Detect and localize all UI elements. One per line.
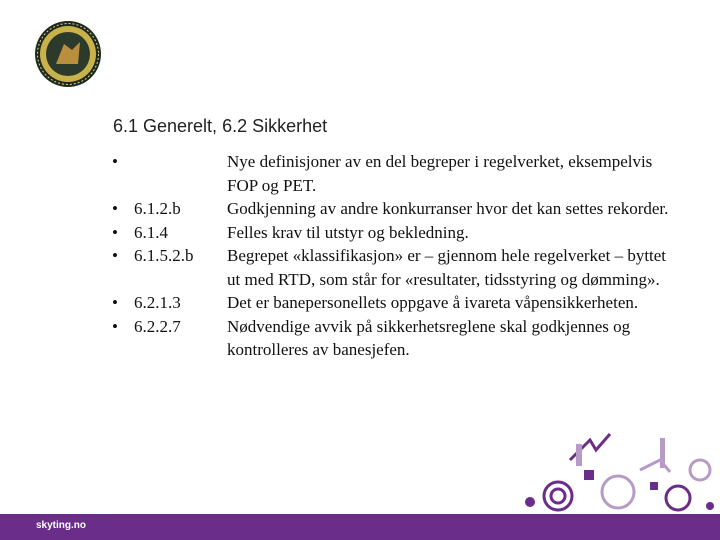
shooting-graphics-decoration	[500, 430, 720, 514]
rule-description: Begrepet «klassifikasjon» er – gjennom hele regelverket – byttet ut med RTD, som står for «resultater, tidsstyring og dømming».	[227, 246, 667, 289]
list-item	[112, 221, 672, 245]
list-item	[112, 150, 672, 197]
rule-description: Felles krav til utstyr og bekledning.	[227, 222, 469, 242]
footer-bar	[0, 514, 720, 540]
rule-reference: 6.1.4	[134, 222, 168, 242]
rule-description: Nye definisjoner av en del begreper i regelverket, eksempelvis FOP og PET.	[227, 152, 653, 195]
bullet: •	[112, 246, 118, 265]
list-item	[112, 291, 672, 315]
list-item	[112, 244, 672, 291]
rule-reference: 6.2.2.7	[134, 316, 181, 336]
bullet: •	[112, 316, 118, 336]
list-item	[112, 315, 672, 362]
bullet: •	[112, 199, 118, 218]
footer-site-name: skyting.no	[36, 520, 87, 531]
slide-title: 6.1 Generelt, 6.2 Sikkerhet	[113, 116, 328, 136]
bullet: •	[112, 222, 118, 242]
bullet: •	[112, 293, 118, 312]
list-item	[112, 197, 672, 221]
organization-logo	[34, 20, 102, 88]
rule-reference: 6.2.1.3	[134, 293, 181, 312]
rule-description: Godkjenning av andre konkurranser hvor det kan settes rekorder.	[227, 199, 669, 218]
rule-description: Det er banepersonellets oppgave å ivareta våpensikkerheten.	[227, 293, 639, 312]
bullet: •	[112, 152, 118, 171]
rule-description: Nødvendige avvik på sikkerhetsreglene skal godkjennes og kontrolleres av banesjefen.	[227, 316, 631, 359]
rule-reference: 6.1.2.b	[134, 199, 181, 218]
rule-reference: 6.1.5.2.b	[134, 246, 194, 265]
rule-change-list	[112, 150, 672, 362]
